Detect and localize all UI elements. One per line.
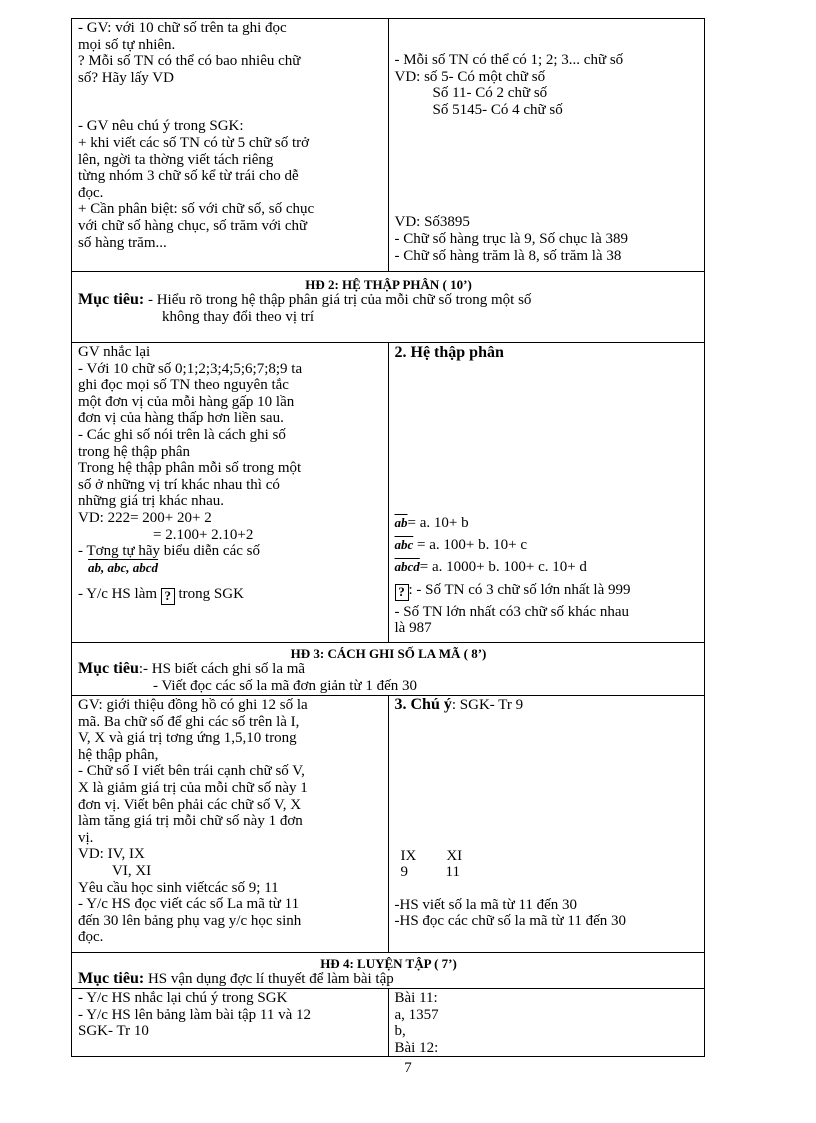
text-line: từng nhóm 3 chữ số kể từ trái cho dễ: [78, 168, 299, 185]
text-line: - Với 10 chữ số 0;1;2;3;4;5;6;7;8;9 ta: [78, 360, 303, 377]
text-line: những giá trị khác nhau.: [78, 493, 225, 510]
section-header-cell: [72, 953, 705, 989]
text-line: Yêu cầu học sinh viếtcác số 9; 11: [78, 879, 279, 896]
student-activity-cell: [388, 989, 705, 1057]
text-line: -HS viết số la mã từ 11 đến 30: [394, 896, 578, 913]
student-activity-cell: [388, 19, 705, 272]
spacer: [395, 36, 700, 52]
section-header-cell: [72, 643, 705, 696]
overlined-numbers: ab, abc, abcd: [88, 559, 159, 575]
answer-text: là 987: [394, 620, 432, 637]
answer-text: - Số TN lớn nhất có3 chữ số khác nhau: [394, 603, 629, 620]
text-line: VD: Số3895: [394, 214, 470, 231]
lesson-table: [71, 18, 705, 1057]
text-line: - Các ghi số nói trên là cách ghi số: [78, 426, 286, 443]
question-box-icon: ?: [395, 584, 409, 601]
text-line: ghi đọc mọi số TN theo nguyên tắc: [78, 377, 289, 394]
spacer: [395, 198, 700, 214]
overlined-number: $\overline{ab}$: [394, 514, 408, 530]
spacer: [395, 182, 700, 198]
text-line: - Y/c HS lên bảng làm bài tập 11 và 12: [78, 1006, 311, 1023]
goal-text: :- HS biết cách ghi số la mã: [138, 661, 306, 677]
text-line: - Y/c HS đọc viết các số La mã từ 11: [78, 896, 300, 913]
spacer: [395, 166, 700, 182]
teacher-activity-cell: [72, 19, 389, 272]
goal-text: - Viết đọc các số la mã đơn giản từ 1 đến 30: [153, 677, 417, 694]
text-line: với chữ số hàng chục, số trăm với chữ: [78, 217, 308, 234]
question-box-icon: ?: [161, 588, 175, 605]
formula-text: = a. 100+ b. 10+ c: [417, 536, 527, 553]
table-row: [72, 19, 705, 272]
section-heading: 3. Chú ý: [394, 696, 452, 713]
text-line: - Mỗi số TN có thể có 1; 2; 3... chữ số: [394, 52, 624, 68]
text-line: vị.: [78, 829, 94, 846]
text-line: hệ thập phân,: [78, 746, 159, 763]
text-line: GV: giới thiệu đồng hồ có ghi 12 số la: [78, 697, 308, 713]
text-line: - Chữ số hàng trăm là 8, số trăm là 38: [394, 247, 622, 264]
spacer: [395, 118, 700, 134]
text-line: + Cần phân biệt: số với chữ số, số chục: [78, 201, 315, 218]
section-heading: 2. Hệ thập phân: [394, 344, 504, 361]
section-header-cell: [72, 272, 705, 343]
text-line: số ở những vị trí khác nhau thì có: [78, 476, 280, 493]
text-line: VD: IV, IX: [78, 846, 145, 863]
text-line: - Y/c HS làm: [78, 586, 158, 603]
text-line: Số 5145- Có 4 chữ số: [432, 101, 563, 118]
text-line: - Tơng tự hãy biểu diễn các số: [78, 543, 260, 560]
page-number: 7: [404, 1060, 412, 1076]
text-line: lên, ngời ta thờng viết tách riêng: [78, 151, 274, 168]
formula-text: = a. 10+ b: [407, 514, 469, 531]
table-row: [72, 989, 705, 1057]
goal-text: - Hiểu rõ trong hệ thập phân giá trị của mỗi chữ số trong một số: [147, 292, 532, 308]
spacer: [78, 102, 383, 118]
text-line: SGK- Tr 10: [78, 1023, 149, 1040]
section-header-row: [72, 643, 705, 696]
teacher-activity-cell: [72, 343, 389, 643]
formula-text: = a. 1000+ b. 100+ c. 10+ d: [419, 558, 587, 575]
text-line: đến 30 lên bảng phụ vag y/c học sinh: [78, 912, 302, 929]
text-line: đơn vị. Viết bên phải các chữ số V, X: [78, 796, 302, 813]
section-header-row: [72, 272, 705, 343]
section-title: HĐ 2: HỆ THẬP PHÂN ( 10’): [305, 277, 472, 292]
section-heading-text: : SGK- Tr 9: [451, 697, 524, 713]
text-line: một đơn vị của mỗi hàng gấp 10 lần: [78, 393, 295, 410]
text-line: b,: [394, 1023, 406, 1040]
goal-text: HS vận dụng đợc lí thuyết để làm bài tập: [147, 971, 394, 987]
text-line: - GV: với 10 chữ số trên ta ghi đọc: [78, 20, 287, 36]
text-line: Trong hệ thập phân mỗi số trong một: [78, 460, 302, 477]
text-line: đơn vị của hàng thấp hơn liền sau.: [78, 410, 284, 427]
roman-numerals: IX XI: [400, 847, 463, 864]
teacher-activity-cell: [72, 696, 389, 953]
text-line: mã. Ba chữ số để ghi các số trên là I,: [78, 713, 300, 730]
spacer: [395, 20, 700, 36]
goal-text: không thay đổi theo vị trí: [162, 308, 315, 325]
text-line: GV nhắc lại: [78, 344, 151, 360]
goal-label: Mục tiêu:: [78, 970, 145, 987]
text-line: trong hệ thập phân: [78, 443, 191, 460]
text-line: Bài 12:: [394, 1039, 439, 1056]
lesson-document: [71, 18, 705, 1057]
section-header-row: [72, 953, 705, 989]
text-line: đọc.: [78, 929, 104, 946]
overlined-number: $\overline{abc}$: [394, 536, 414, 552]
spacer: [395, 134, 700, 150]
overlined-number: abcd: [394, 558, 420, 574]
student-activity-cell: [388, 696, 705, 953]
text-line: Bài 11:: [394, 990, 438, 1006]
text-line: - Chữ số hàng trục là 9, Số chục là 389: [394, 230, 629, 247]
text-line: - Chữ số I viết bên trái cạnh chữ số V,: [78, 763, 305, 780]
text-line: X là giảm giá trị của mỗi chữ số này 1: [78, 779, 308, 796]
table-row: [72, 343, 705, 643]
text-line: VD: 222= 200+ 20+ 2: [78, 509, 212, 526]
answer-text: : - Số TN có 3 chữ số lớn nhất là 999: [408, 581, 631, 598]
goal-label: Mục tiêu:: [78, 291, 145, 308]
text-line: = 2.100+ 2.10+2: [153, 526, 254, 543]
teacher-activity-cell: [72, 989, 389, 1057]
section-title: HĐ 4: LUYỆN TẬP ( 7’): [320, 956, 457, 971]
text-line: - GV nêu chú ý trong SGK:: [78, 118, 244, 135]
spacer: [395, 150, 700, 166]
text-line: VI, XI: [112, 862, 152, 879]
goal-label: Mục tiêu: [78, 660, 139, 677]
roman-values: 9 11: [400, 864, 460, 881]
text-line: số? Hãy lấy VD: [78, 69, 174, 86]
text-line: V, X và giá trị tơng ứng 1,5,10 trong: [78, 730, 297, 747]
text-line: VD: số 5- Có một chữ số: [394, 68, 546, 85]
text-line: -HS đọc các chữ số la mã từ 11 đến 30: [394, 913, 626, 930]
text-line: Số 11- Có 2 chữ số: [432, 85, 548, 102]
text-line: đọc.: [78, 184, 104, 201]
table-row: [72, 696, 705, 953]
text-line: làm tăng giá trị mỗi chữ số này 1 đơn: [78, 813, 303, 830]
text-line: số hàng trăm...: [78, 234, 167, 251]
text-line: ? Mỗi số TN có thể có bao nhiêu chữ: [78, 53, 301, 70]
text-line: a, 1357: [394, 1006, 439, 1023]
student-activity-cell: [388, 343, 705, 643]
section-title: HĐ 3: CÁCH GHI SỐ LA MÃ ( 8’): [290, 646, 487, 661]
text-line: - Y/c HS nhắc lại chú ý trong SGK: [78, 990, 288, 1006]
text-line: mọi số tự nhiên.: [78, 36, 176, 53]
text-line: trong SGK: [178, 586, 244, 603]
text-line: + khi viết các số TN có từ 5 chữ số trở: [78, 134, 310, 151]
spacer: [78, 86, 383, 102]
